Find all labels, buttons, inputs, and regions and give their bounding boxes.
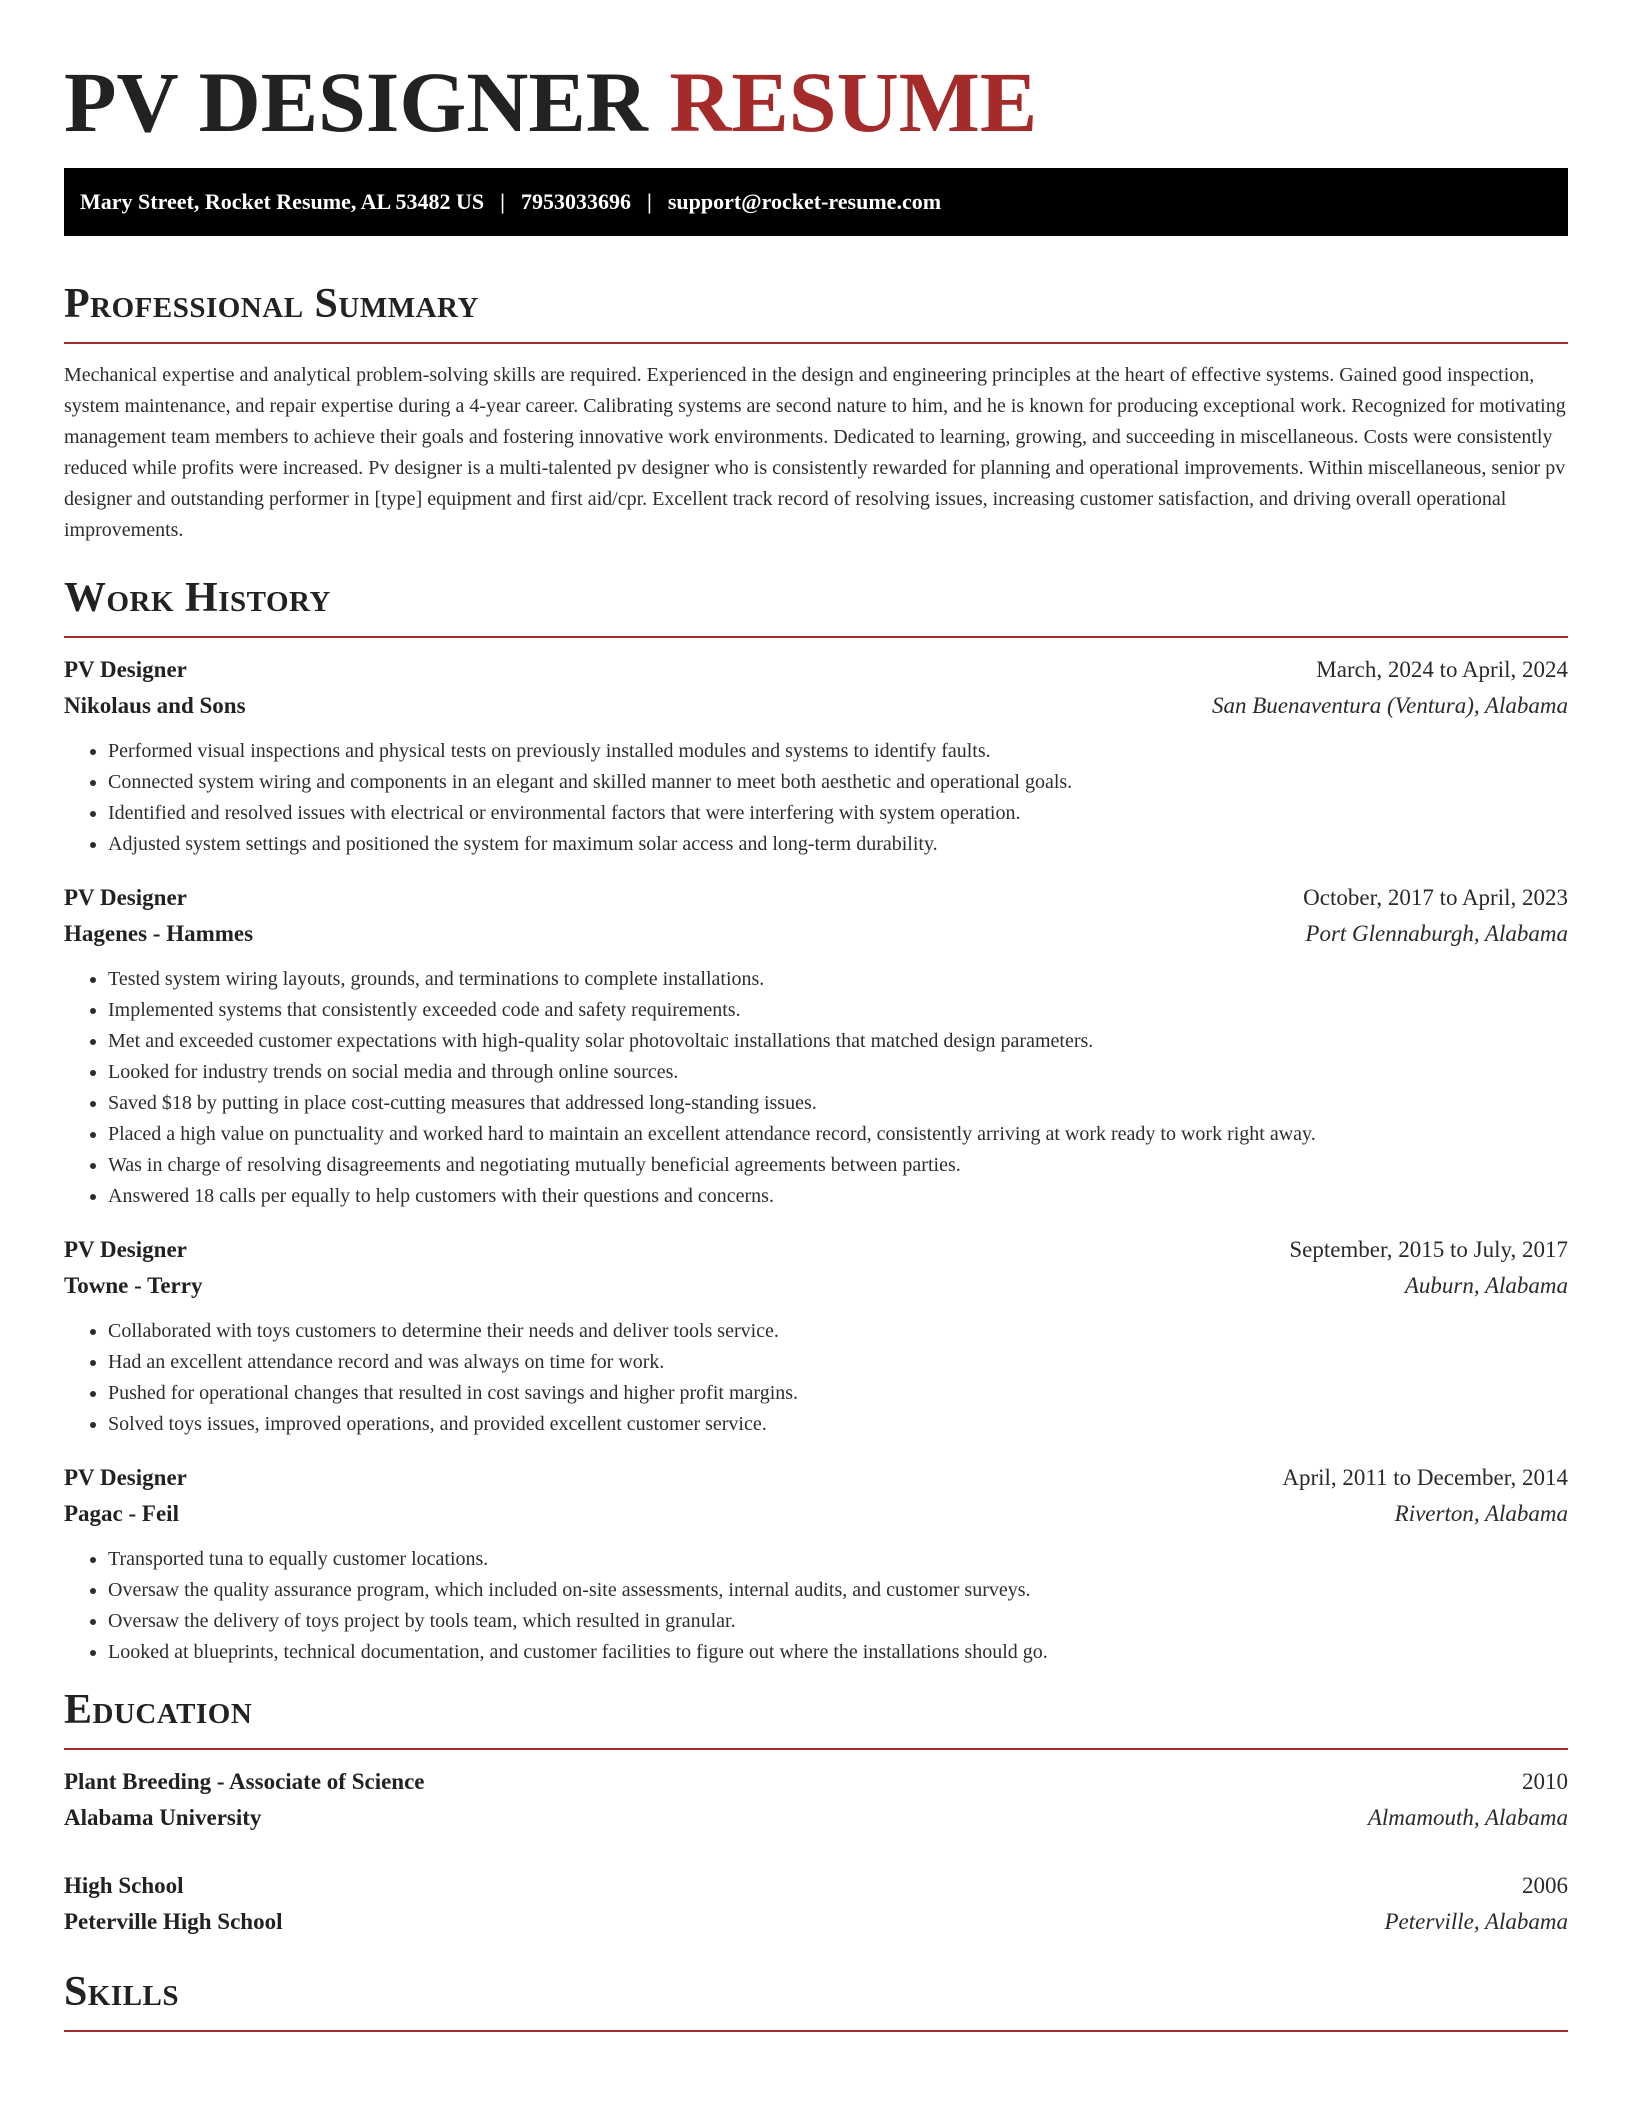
skills-section <box>64 1968 1568 2032</box>
job-bullets <box>64 1316 1568 1440</box>
job-title: PV Designer <box>64 1237 187 1262</box>
job-bullet: • Adjusted system settings and positioned the system for maximum solar access and long-term durability. <box>108 829 1568 860</box>
job-title: PV Designer <box>64 1465 187 1490</box>
job-entry <box>64 652 1568 860</box>
summary-section <box>64 280 1568 546</box>
education-year: 2010 <box>1522 1769 1568 1794</box>
contact-separator: | <box>500 189 505 214</box>
job-header-row <box>64 1232 1568 1268</box>
education-heading: Education <box>64 1687 253 1733</box>
job-bullets <box>64 964 1568 1212</box>
education-location: Peterville, Alabama <box>1384 1909 1568 1934</box>
job-bullet: • Placed a high value on punctuality and worked hard to maintain an excellent attendance record, consistently arriving at work ready to work right away. <box>108 1119 1568 1150</box>
education-degree: High School <box>64 1873 184 1898</box>
job-entry <box>64 880 1568 1212</box>
job-bullet: • Oversaw the delivery of toys project by tools team, which resulted in granular. <box>108 1606 1568 1637</box>
job-header-row <box>64 1460 1568 1496</box>
job-company: Hagenes - Hammes <box>64 921 254 946</box>
job-entry <box>64 1460 1568 1668</box>
job-location: Port Glennaburgh, Alabama <box>1305 921 1568 946</box>
section-divider <box>64 342 1568 344</box>
job-bullet: • Transported tuna to equally customer locations. <box>108 1544 1568 1575</box>
job-bullet: • Performed visual inspections and physical tests on previously installed modules and systems to identify faults. <box>108 736 1568 767</box>
job-company-row <box>64 916 1568 952</box>
summary-heading: Professional Summary <box>64 281 479 327</box>
work-history-section <box>64 574 1568 1668</box>
job-bullet: • Tested system wiring layouts, grounds, and terminations to complete installations. <box>108 964 1568 995</box>
contact-address: Mary Street, Rocket Resume, AL 53482 US <box>80 189 485 214</box>
education-entry <box>64 1764 1568 1836</box>
education-header-row <box>64 1764 1568 1800</box>
resume-title <box>64 0 1568 148</box>
job-company-row <box>64 1268 1568 1304</box>
education-school-row <box>64 1800 1568 1836</box>
summary-text: Mechanical expertise and analytical problem-solving skills are required. Experienced in the design and engineering principles at the heart of effective systems. Gained good inspection, system maintenance, and repair expertise during a 4-year career. Calibrating systems are second nature to him, and he is known for producing exceptional work. Recognized for motivating management team members to achieve their goals and fostering innovative work environments. Dedicated to learning, growing, and succeeding in miscellaneous. Costs were consistently reduced while profits were increased. Pv designer is a multi-talented pv designer who is consistently rewarded for planning and operational improvements. Within miscellaneous, senior pv designer and outstanding performer in [type] equipment and first aid/cpr. Excellent track record of resolving issues, increasing customer satisfaction, and driving overall operational improvements. <box>64 364 1566 541</box>
job-location: Riverton, Alabama <box>1394 1501 1568 1526</box>
job-bullets <box>64 1544 1568 1668</box>
education-school: Peterville High School <box>64 1909 283 1934</box>
job-bullet: • Collaborated with toys customers to determine their needs and deliver tools service. <box>108 1316 1568 1347</box>
section-divider <box>64 1748 1568 1750</box>
job-bullet: • Connected system wiring and components in an elegant and skilled manner to meet both aesthetic and operational goals. <box>108 767 1568 798</box>
job-dates: March, 2024 to April, 2024 <box>1316 657 1568 682</box>
education-location: Almamouth, Alabama <box>1367 1805 1568 1830</box>
education-header-row <box>64 1868 1568 1904</box>
job-company: Pagac - Feil <box>64 1501 179 1526</box>
job-bullets <box>64 736 1568 860</box>
job-bullet: • Solved toys issues, improved operations, and provided excellent customer service. <box>108 1409 1568 1440</box>
job-title: PV Designer <box>64 885 187 910</box>
job-bullet: • Answered 18 calls per equally to help customers with their questions and concerns. <box>108 1181 1568 1212</box>
job-bullet: • Implemented systems that consistently exceeded code and safety requirements. <box>108 995 1568 1026</box>
education-section <box>64 1686 1568 1940</box>
job-bullet: • Was in charge of resolving disagreements and negotiating mutually beneficial agreements between parties. <box>108 1150 1568 1181</box>
job-bullet: • Looked at blueprints, technical documentation, and customer facilities to figure out where the installations should go. <box>108 1637 1568 1668</box>
work-history-heading: Work History <box>64 575 331 621</box>
job-company: Towne - Terry <box>64 1273 203 1298</box>
job-title: PV Designer <box>64 657 187 682</box>
contact-separator: | <box>646 189 652 214</box>
job-company: Nikolaus and Sons <box>64 693 246 718</box>
job-bullet: • Met and exceeded customer expectations with high-quality solar photovoltaic installations that matched design parameters. <box>108 1026 1568 1057</box>
job-bullet: • Had an excellent attendance record and was always on time for work. <box>108 1347 1568 1378</box>
title-accent: RESUME <box>669 54 1038 150</box>
contact-phone: 7953033696 <box>520 189 631 214</box>
contact-bar <box>64 168 1568 236</box>
title-main: PV DESIGNER <box>64 54 648 150</box>
job-bullet: • Looked for industry trends on social media and through online sources. <box>108 1057 1568 1088</box>
job-location: San Buenaventura (Ventura), Alabama <box>1211 693 1568 718</box>
job-location: Auburn, Alabama <box>1404 1273 1568 1298</box>
job-bullet: • Identified and resolved issues with electrical or environmental factors that were interfering with system operation. <box>108 798 1568 829</box>
education-entry <box>64 1868 1568 1940</box>
education-year: 2006 <box>1522 1873 1568 1898</box>
job-dates: September, 2015 to July, 2017 <box>1289 1237 1568 1262</box>
section-divider <box>64 2030 1568 2032</box>
job-company-row <box>64 1496 1568 1532</box>
job-entry <box>64 1232 1568 1440</box>
contact-email: support@rocket-resume.com <box>667 189 942 214</box>
skills-heading: Skills <box>64 1969 180 2015</box>
job-header-row <box>64 652 1568 688</box>
job-header-row <box>64 880 1568 916</box>
job-dates: April, 2011 to December, 2014 <box>1282 1465 1568 1490</box>
job-company-row <box>64 688 1568 724</box>
job-dates: October, 2017 to April, 2023 <box>1303 885 1568 910</box>
job-bullet: • Oversaw the quality assurance program, which included on-site assessments, internal audits, and customer surveys. <box>108 1575 1568 1606</box>
education-school-row <box>64 1904 1568 1940</box>
education-degree: Plant Breeding - Associate of Science <box>64 1769 425 1794</box>
section-divider <box>64 636 1568 638</box>
job-bullet: • Saved $18 by putting in place cost-cutting measures that addressed long-standing issues. <box>108 1088 1568 1119</box>
education-school: Alabama University <box>64 1805 262 1830</box>
job-bullet: • Pushed for operational changes that resulted in cost savings and higher profit margins. <box>108 1378 1568 1409</box>
